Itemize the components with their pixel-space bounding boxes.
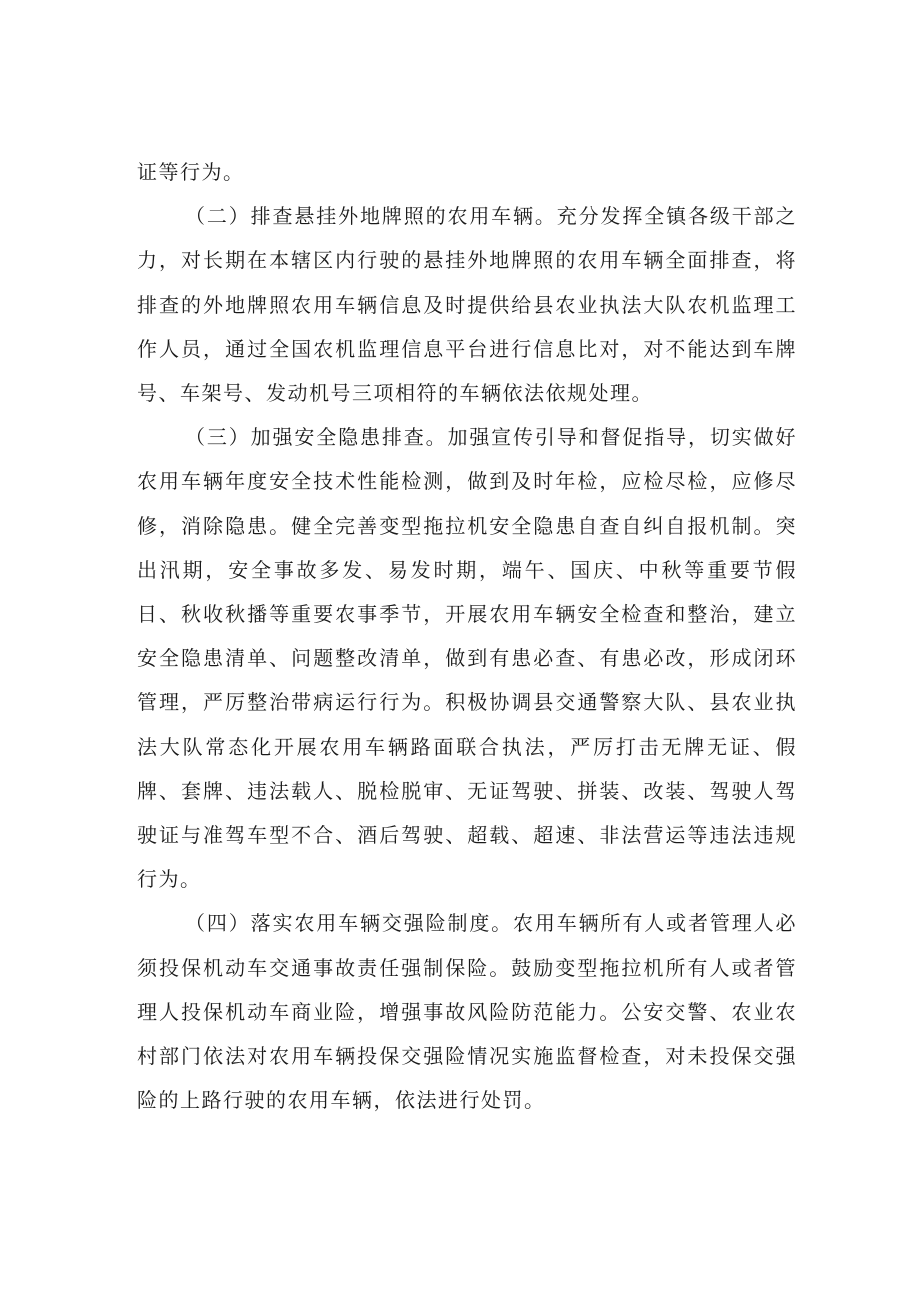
- paragraph-section-4: （四）落实农用车辆交强险制度。农用车辆所有人或者管理人必须投保机动车交通事故责任强制保险。鼓励变型拖拉机所有人或者管理人投保机动车商业险，增强事故风险防范能力。公安交警、农业农村部门依法对农用车辆投保交强险情况实施监督检查，对未投保交强险的上路行驶的农用车辆，依法进行处罚。: [137, 911, 797, 1113]
- document-body: [137, 150, 797, 1122]
- paragraph-section-2: （二）排查悬挂外地牌照的农用车辆。充分发挥全镇各级干部之力，对长期在本辖区内行驶的悬挂外地牌照的农用车辆全面排查，将排查的外地牌照农用车辆信息及时提供给县农业执法大队农机监理工作人员，通过全国农机监理信息平台进行信息比对，对不能达到车牌号、车架号、发动机号三项相符的车辆依法依规处理。: [137, 204, 797, 406]
- paragraph-continuation: 证等行为。: [137, 160, 245, 184]
- paragraph-section-3: （三）加强安全隐患排查。加强宣传引导和督促指导，切实做好农用车辆年度安全技术性能检测，做到及时年检，应检尽检，应修尽修，消除隐患。健全完善变型拖拉机安全隐患自查自纠自报机制。突出汛期，安全事故多发、易发时期，端午、国庆、中秋等重要节假日、秋收秋播等重要农事季节，开展农用车辆安全检查和整治，建立安全隐患清单、问题整改清单，做到有患必查、有患必改，形成闭环管理，严厉整治带病运行行为。积极协调县交通警察大队、县农业执法大队常态化开展农用车辆路面联合执法，严厉打击无牌无证、假牌、套牌、违法载人、脱检脱审、无证驾驶、拼装、改装、驾驶人驾驶证与准驾车型不合、酒后驾驶、超载、超速、非法营运等违法违规行为。: [137, 425, 797, 892]
